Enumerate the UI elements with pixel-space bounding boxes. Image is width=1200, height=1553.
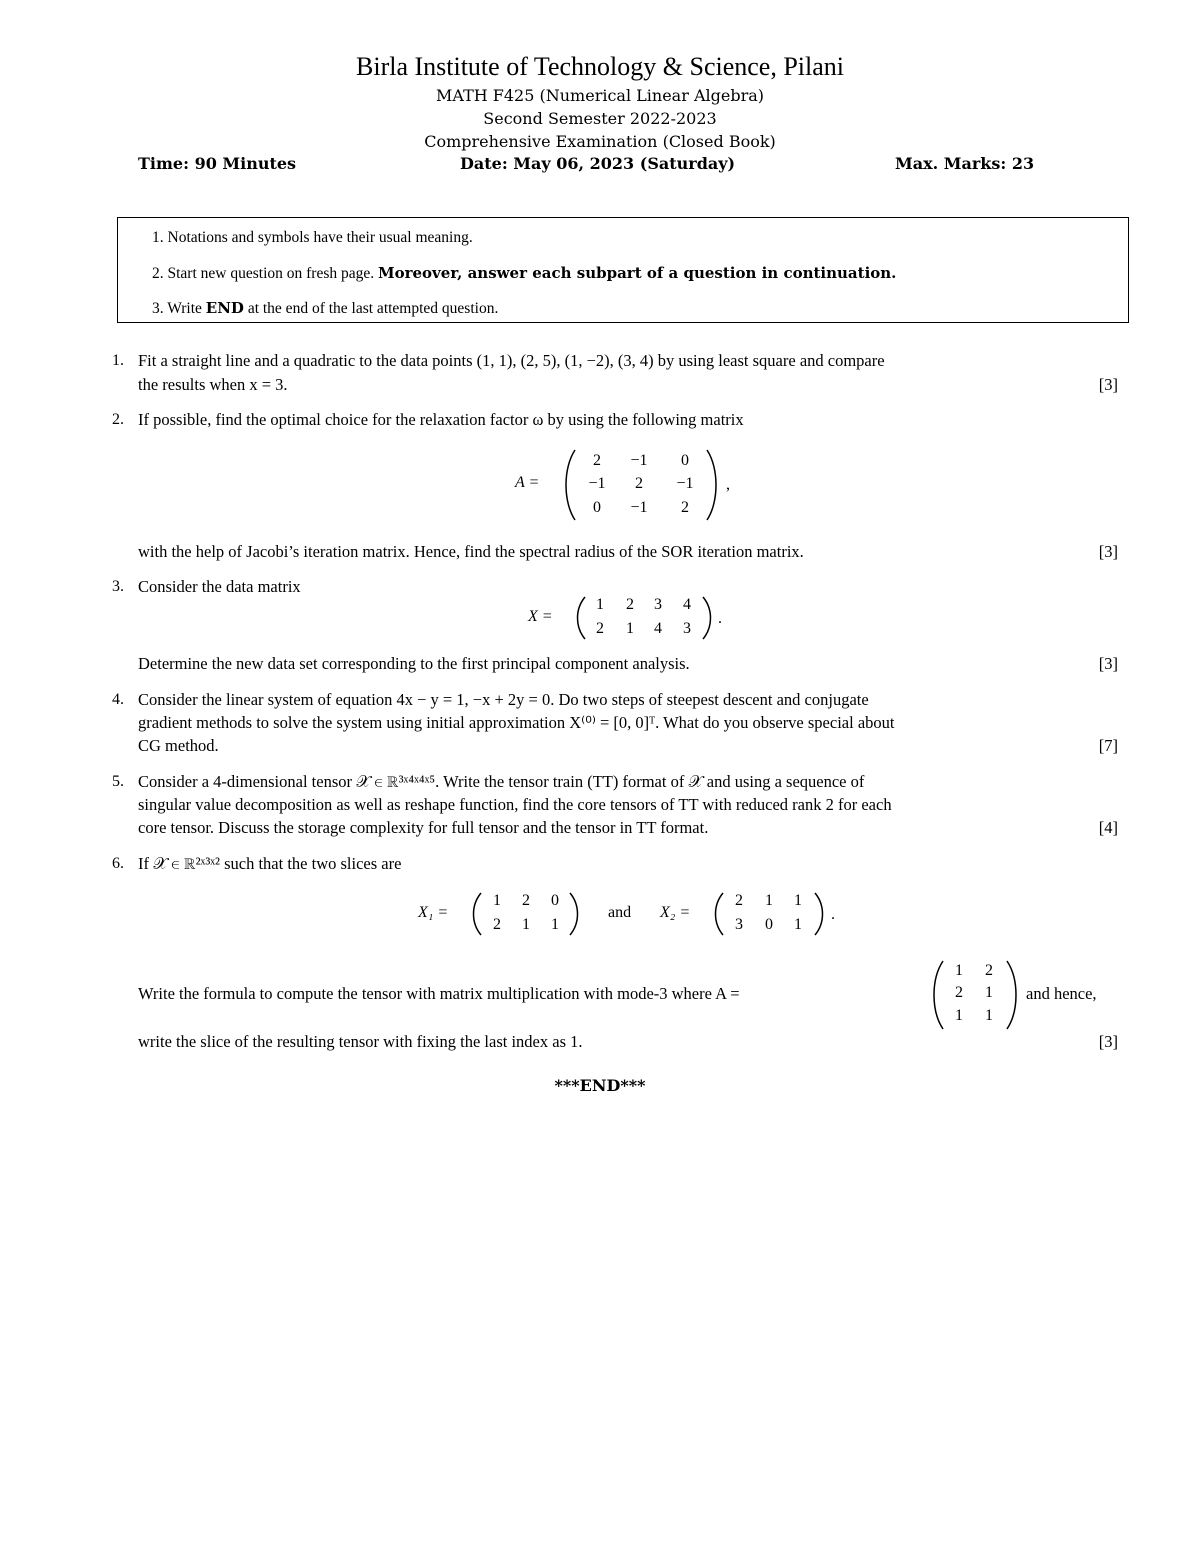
matrix-a-label: A = bbox=[515, 474, 540, 491]
and-text: and bbox=[608, 904, 632, 921]
question-6-text-3: write the slice of the resulting tensor with fixing the last index as 1. bbox=[138, 1032, 583, 1051]
matrix-cell: 1 bbox=[794, 916, 802, 933]
question-2-marks: [3] bbox=[1098, 542, 1118, 561]
matrix-cell: 0 bbox=[593, 499, 601, 516]
matrix-x2-label: X₂ = bbox=[660, 904, 691, 921]
matrix-cell: 4 bbox=[683, 596, 691, 613]
matrix-comma: , bbox=[726, 476, 730, 493]
question-1-marks: [3] bbox=[1098, 375, 1118, 394]
matrix-cell: 1 bbox=[955, 962, 963, 979]
end-marker: ***END*** bbox=[554, 1076, 646, 1095]
course-title: MATH F425 (Numerical Linear Algebra) bbox=[436, 86, 764, 105]
right-paren-icon bbox=[704, 448, 722, 522]
question-number: 2. bbox=[112, 411, 124, 428]
instruction-item: 3. Write END at the end of the last attempted question. bbox=[152, 299, 499, 317]
question-4-text-2: gradient methods to solve the system using initial approximation X⁽⁰⁾ = [0, 0]ᵀ. What do you observe special about bbox=[138, 713, 895, 732]
max-marks: Max. Marks: 23 bbox=[895, 154, 1035, 173]
matrix-cell: 1 bbox=[955, 1007, 963, 1024]
matrix-cell: 1 bbox=[794, 892, 802, 909]
question-number: 5. bbox=[112, 773, 124, 790]
matrix-cell: 1 bbox=[522, 916, 530, 933]
exam-type: Comprehensive Examination (Closed Book) bbox=[424, 132, 776, 151]
question-number: 4. bbox=[112, 691, 124, 708]
question-4-marks: [7] bbox=[1098, 736, 1118, 755]
matrix-cell: 1 bbox=[551, 916, 559, 933]
matrix-cell: 1 bbox=[493, 892, 501, 909]
matrix-cell: 4 bbox=[654, 620, 662, 637]
institute-title: Birla Institute of Technology & Science, Pilani bbox=[356, 52, 844, 81]
question-6-text-2: Write the formula to compute the tensor with matrix multiplication with mode-3 where A = bbox=[138, 984, 740, 1003]
question-1-text-2: the results when x = 3. bbox=[138, 375, 288, 394]
question-4-text: Consider the linear system of equation 4x − y = 1, −x + 2y = 0. Do two steps of steepest descent and conjugate bbox=[138, 690, 869, 709]
matrix-period: . bbox=[718, 610, 722, 627]
question-number: 6. bbox=[112, 855, 124, 872]
question-2-text: If possible, find the optimal choice for the relaxation factor ω by using the following matrix bbox=[138, 410, 744, 429]
matrix-period: . bbox=[831, 906, 835, 923]
matrix-cell: 1 bbox=[765, 892, 773, 909]
semester: Second Semester 2022-2023 bbox=[483, 109, 717, 128]
matrix-cell: 2 bbox=[493, 916, 501, 933]
matrix-cell: −1 bbox=[630, 499, 648, 516]
matrix-cell: 2 bbox=[735, 892, 743, 909]
matrix-cell: 2 bbox=[596, 620, 604, 637]
matrix-cell: 2 bbox=[593, 452, 601, 469]
matrix-cell: 2 bbox=[681, 499, 689, 516]
matrix-cell: 2 bbox=[955, 984, 963, 1001]
matrix-cell: 3 bbox=[654, 596, 662, 613]
question-5-text-2: singular value decomposition as well as reshape function, find the core tensors of TT with reduced rank 2 for each bbox=[138, 795, 892, 814]
matrix-cell: 0 bbox=[765, 916, 773, 933]
question-5-text: Consider a 4-dimensional tensor 𝒳 ∈ ℝ³ˣ⁴ˣ⁴ˣ⁵. Write the tensor train (TT) format of 𝒳 and using a sequence of bbox=[138, 772, 865, 791]
matrix-cell: 1 bbox=[985, 1007, 993, 1024]
matrix-cell: 1 bbox=[626, 620, 634, 637]
instruction-item: 2. Start new question on fresh page. Moreover, answer each subpart of a question in continuation. bbox=[152, 264, 897, 282]
question-5-text-3: core tensor. Discuss the storage complexity for full tensor and the tensor in TT format. bbox=[138, 818, 709, 837]
matrix-cell: 0 bbox=[681, 452, 689, 469]
question-2-text-2: with the help of Jacobi’s iteration matrix. Hence, find the spectral radius of the SOR iteration matrix. bbox=[138, 542, 804, 561]
question-number: 3. bbox=[112, 578, 124, 595]
question-1-text: Fit a straight line and a quadratic to the data points (1, 1), (2, 5), (1, −2), (3, 4) by using least square and compare bbox=[138, 351, 885, 370]
matrix-cell: 0 bbox=[551, 892, 559, 909]
matrix-cell: 2 bbox=[626, 596, 634, 613]
question-6-text: If 𝒳 ∈ ℝ²ˣ³ˣ² such that the two slices are bbox=[138, 854, 402, 873]
question-6-marks: [3] bbox=[1098, 1032, 1118, 1051]
left-paren-icon bbox=[560, 448, 578, 522]
matrix-cell: 2 bbox=[635, 475, 643, 492]
matrix-cell: 3 bbox=[735, 916, 743, 933]
question-3-marks: [3] bbox=[1098, 654, 1118, 673]
question-5-marks: [4] bbox=[1098, 818, 1118, 837]
instructions-box bbox=[117, 217, 1129, 323]
matrix-cell: 2 bbox=[522, 892, 530, 909]
matrix-x1-label: X₁ = bbox=[418, 904, 449, 921]
question-3-text-2: Determine the new data set corresponding to the first principal component analysis. bbox=[138, 654, 690, 673]
exam-date: Date: May 06, 2023 (Saturday) bbox=[460, 154, 736, 173]
matrix-cell: 3 bbox=[683, 620, 691, 637]
question-number: 1. bbox=[112, 352, 124, 369]
right-paren-icon bbox=[1004, 959, 1022, 1031]
exam-time: Time: 90 Minutes bbox=[138, 154, 297, 173]
question-6-text-2b: and hence, bbox=[1026, 984, 1097, 1003]
matrix-cell: −1 bbox=[676, 475, 694, 492]
matrix-cell: 2 bbox=[985, 962, 993, 979]
matrix-cell: 1 bbox=[985, 984, 993, 1001]
question-3-text: Consider the data matrix bbox=[138, 577, 301, 596]
matrix-cell: −1 bbox=[588, 475, 606, 492]
matrix-cell: 1 bbox=[596, 596, 604, 613]
question-4-text-3: CG method. bbox=[138, 736, 219, 755]
matrix-cell: −1 bbox=[630, 452, 648, 469]
instruction-item: 1. Notations and symbols have their usual meaning. bbox=[152, 229, 473, 246]
matrix-x-label: X = bbox=[528, 608, 553, 625]
